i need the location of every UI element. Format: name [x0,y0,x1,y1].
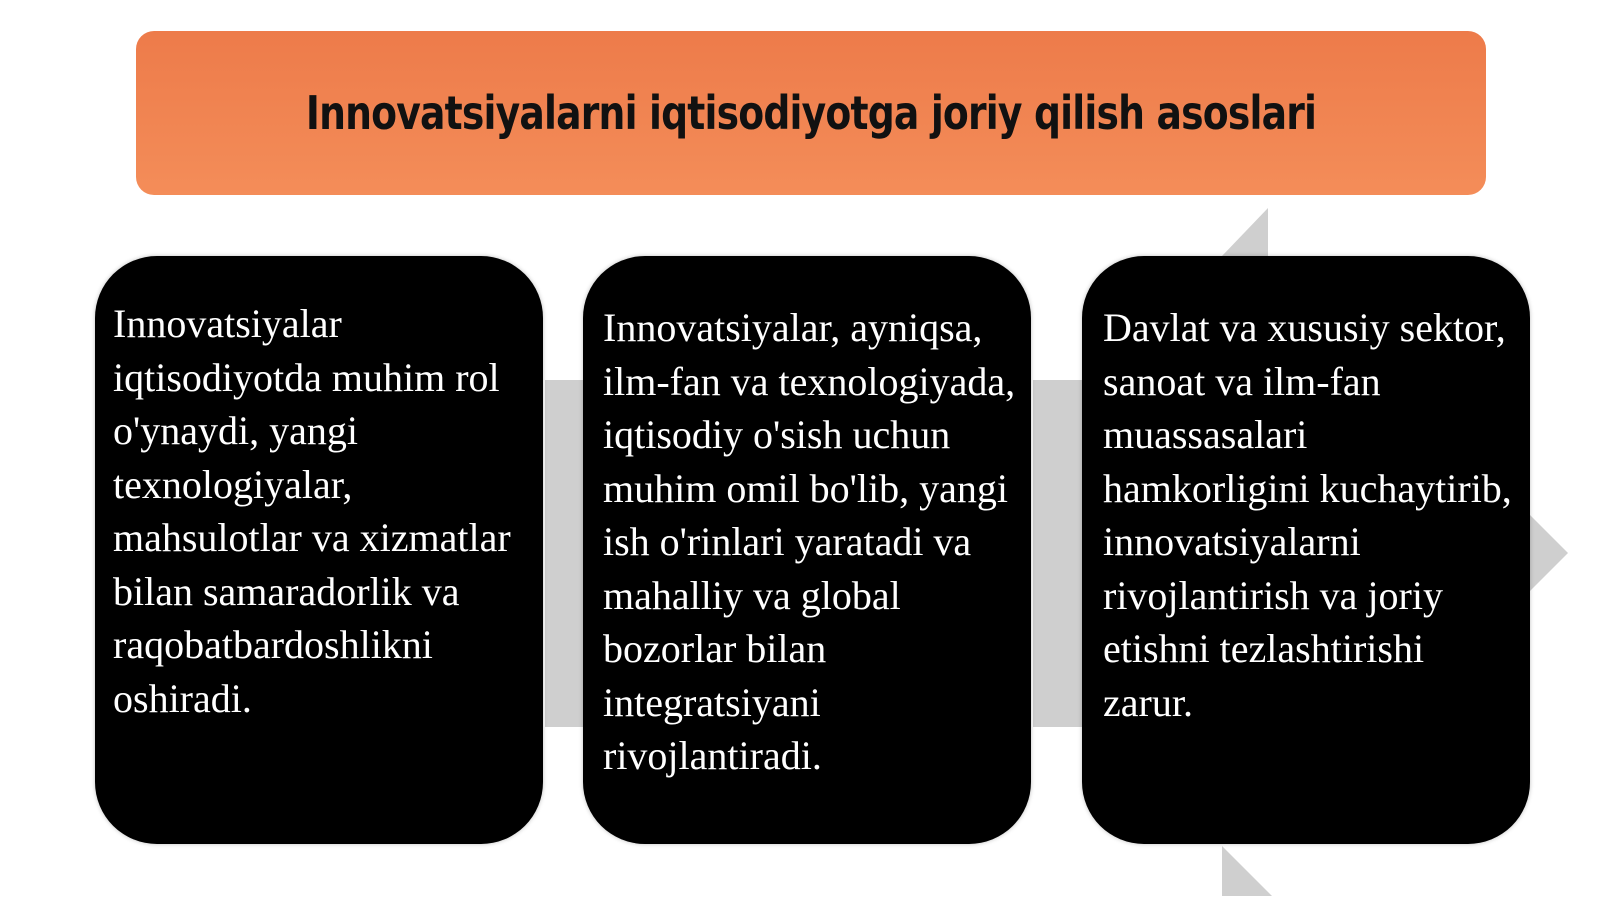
card-1-text: Innovatsiyalar iqtisodiyotda muhim rol o'ynaydi, yangi texnologiyalar, mahsulotlar va xizmatlar bilan samaradorlik va raqobatbardoshlikni oshiradi. [113,301,511,721]
connector-2-3 [1033,380,1082,727]
slide-title: Innovatsiyalarni iqtisodiyotga joriy qilish asoslari [305,86,1317,140]
title-banner [136,31,1486,195]
card-3-text: Davlat va xususiy sektor, sanoat va ilm-fan muassasalari hamkorligini kuchaytirib, innovatsiyalarni rivojlantirish va joriy etishni tezlashtirishi zarur. [1103,305,1512,725]
card-2-text: Innovatsiyalar, ayniqsa, ilm-fan va texnologiyada, iqtisodiy o'sish uchun muhim omil bo'lib, yangi ish o'rinlari yaratadi va mahalliy va global bozorlar bilan integratsiyani rivojlantiradi. [603,305,1016,778]
card-2 [583,256,1031,844]
card-1 [95,256,543,844]
card-3 [1082,256,1530,844]
arrow-bottom-icon [1222,846,1272,896]
arrow-right-icon [1530,515,1568,591]
connector-1-2 [545,380,583,727]
arrow-top-icon [1222,208,1268,256]
